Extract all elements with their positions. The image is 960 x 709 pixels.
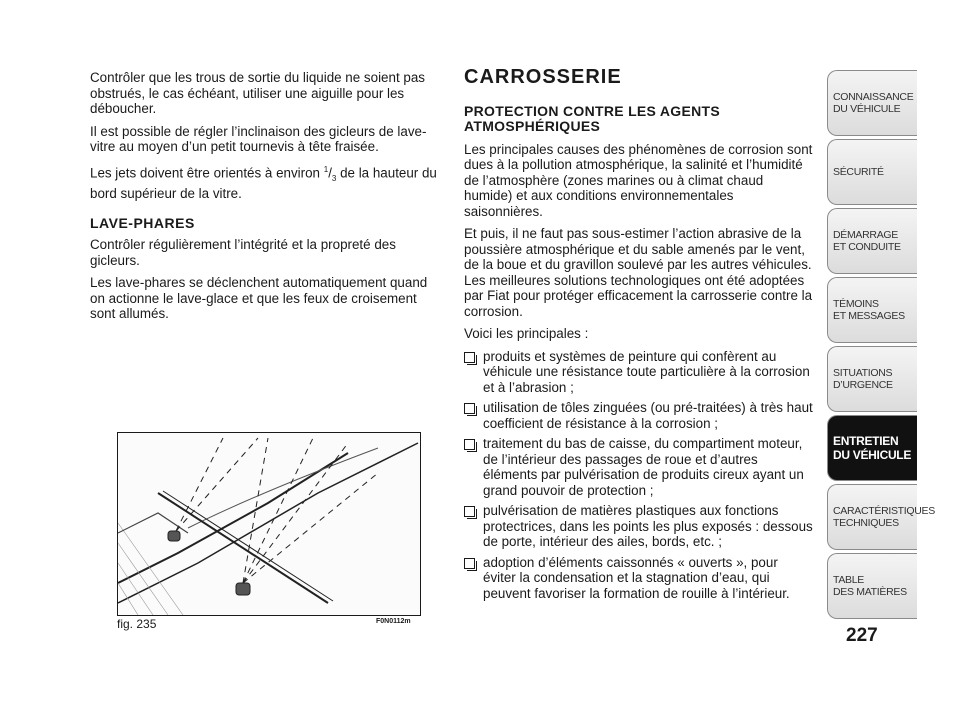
checkbox-bullet-icon xyxy=(464,352,475,363)
list-item: utilisation de tôles zinguées (ou pré-traitées) à très haut coefficient de résistance à la corrosion ; xyxy=(464,400,814,431)
washer-jets-drawing xyxy=(118,433,420,615)
section-heading: LAVE-PHARES xyxy=(90,214,195,231)
figure-code: F0N0112m xyxy=(376,618,411,625)
checkbox-bullet-icon xyxy=(464,506,475,517)
bullet-list xyxy=(464,349,814,602)
paragraph: Contrôler que les trous de sortie du liquide ne soient pas obstrués, le cas échéant, utiliser une aiguille pour les déboucher. xyxy=(90,70,425,116)
section-title: CARROSSERIE xyxy=(464,66,622,88)
tab-connaissance[interactable]: CONNAISSANCE DU VÉHICULE xyxy=(827,70,917,136)
tab-temoins[interactable]: TÉMOINS ET MESSAGES xyxy=(827,277,917,343)
list-item: traitement du bas de caisse, du compartiment moteur, de l’intérieur des passages de roue et d’autres éléments par pulvérisation de produits cireux ayant un grand pouvoir de protection ; xyxy=(464,436,814,498)
tab-table[interactable]: TABLE DES MATIÈRES xyxy=(827,553,917,619)
paragraph: Les principales causes des phénomènes de corrosion sont dues à la pollution atmosphérique, la salinité et l’humidité de l’atmosphère (zones marines ou à climat chaud humide) et aux conditions environnementales saisonnières. xyxy=(464,141,813,219)
paragraph: Il est possible de régler l’inclinaison des gicleurs de lave-vitre au moyen d’un petit tournevis à tête fraisée. xyxy=(90,123,427,154)
figure-illustration xyxy=(117,432,421,616)
list-item: produits et systèmes de peinture qui confèrent au véhicule une résistance toute particulière à la corrosion et à l’abrasion ; xyxy=(464,349,814,396)
paragraph: Voici les principales : xyxy=(464,326,589,341)
checkbox-bullet-icon xyxy=(464,439,475,450)
tab-entretien[interactable]: ENTRETIEN DU VÉHICULE xyxy=(827,415,917,481)
paragraph: Les jets doivent être orientés à environ $^1/_3$ de la hauteur du bord supérieur de la vitre. xyxy=(90,164,437,202)
paragraph: Et puis, il ne faut pas sous-estimer l’action abrasive de la poussière atmosphérique et du sable amenés par le vent, de la boue et du gravillon soulevé par les autres véhicules. Les meilleures solutions technologiques ont été adoptées par Fiat pour protéger efficacement la carrosserie contre la corrosion. xyxy=(464,226,813,319)
tab-securite[interactable]: SÉCURITÉ xyxy=(827,139,917,205)
right-column xyxy=(464,66,814,606)
list-item: adoption d’éléments caissonnés « ouverts », pour éviter la condensation et la stagnation d’eau, qui peuvent favoriser la formation de rouille à l’intérieur. xyxy=(464,555,814,602)
list-item: pulvérisation de matières plastiques aux fonctions protectrices, dans les points les plus exposés : dessous de porte, intérieur des ailes, bords, etc. ; xyxy=(464,503,814,550)
left-column xyxy=(90,70,440,329)
page-number: 227 xyxy=(846,625,878,646)
checkbox-bullet-icon xyxy=(464,403,475,414)
paragraph: Contrôler régulièrement l’intégrité et la propreté des gicleurs. xyxy=(90,237,396,268)
tab-situations[interactable]: SITUATIONS D’URGENCE xyxy=(827,346,917,412)
checkbox-bullet-icon xyxy=(464,558,475,569)
paragraph: Les lave-phares se déclenchent automatiquement quand on actionne le lave-glace et que les feux de croisement sont allumés. xyxy=(90,275,428,322)
tab-caracteristiques[interactable]: CARACTÉRISTIQUES TECHNIQUES xyxy=(827,484,917,550)
tab-demarrage[interactable]: DÉMARRAGE ET CONDUITE xyxy=(827,208,917,274)
figure-caption: fig. 235 xyxy=(117,617,157,631)
chapter-tabs xyxy=(827,70,935,622)
subsection-title: PROTECTION CONTRE LES AGENTS ATMOSPHÉRIQUES xyxy=(464,102,721,134)
